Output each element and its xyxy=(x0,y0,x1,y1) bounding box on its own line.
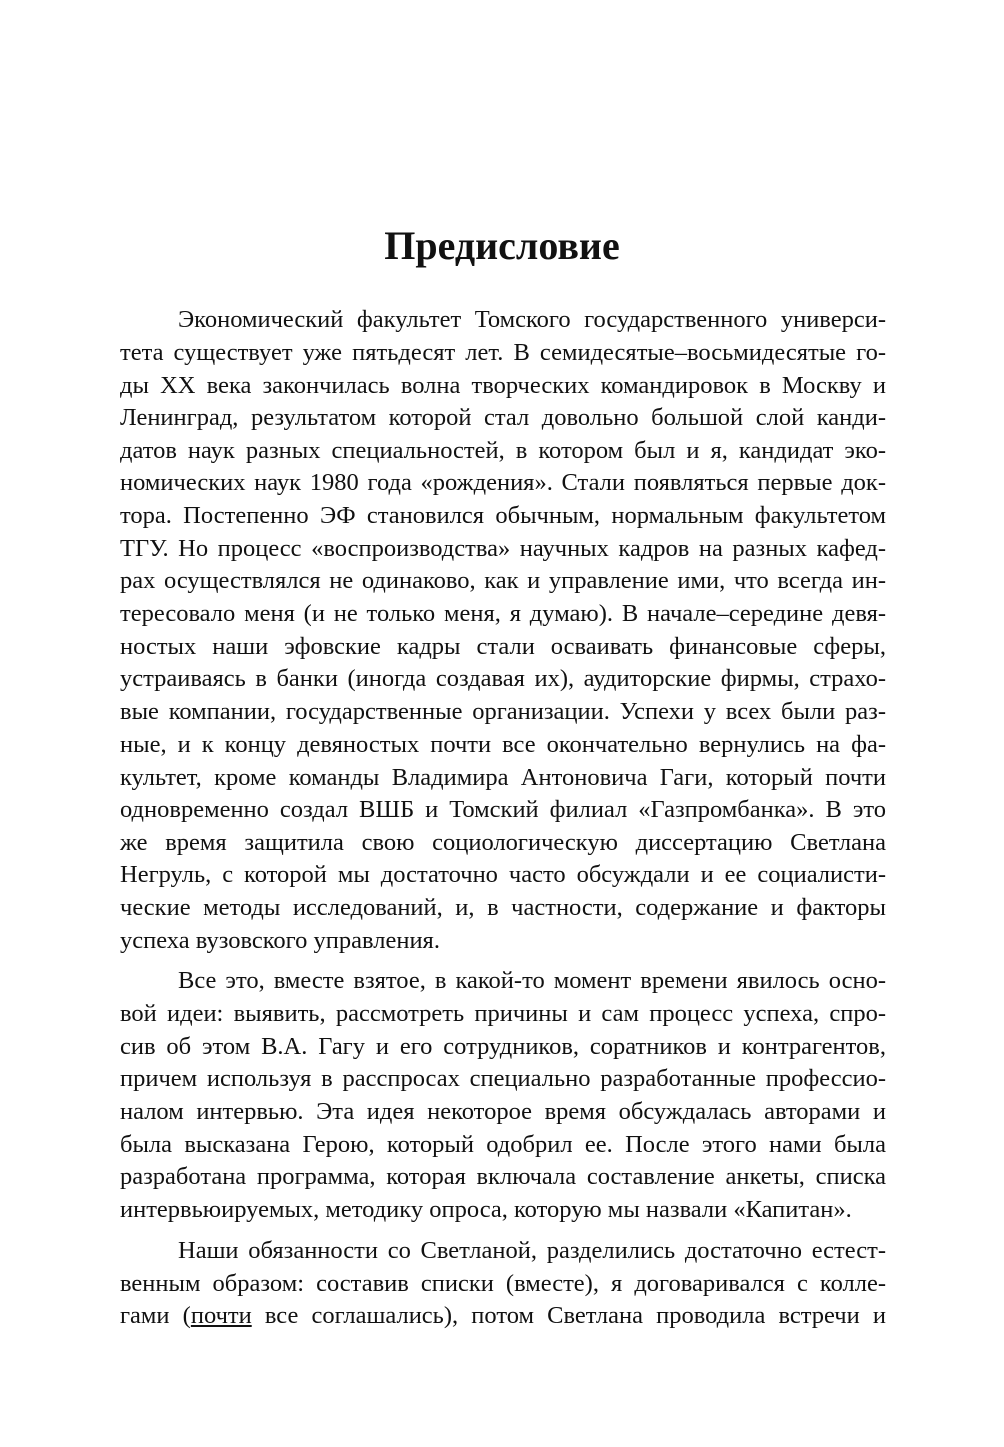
page-title: Предисловие xyxy=(384,223,620,268)
text-line: венным образом: составив списки (вместе), я договаривался с колле- xyxy=(120,1270,886,1297)
text-line: Экономический факультет Томского государственного универси- xyxy=(178,306,886,333)
text-line: ные, и к концу девяностых почти все окончательно вернулись на фа- xyxy=(120,731,886,758)
text-line xyxy=(120,1299,886,1332)
text-line: рах осуществлялся не одинаково, как и управление ими, что всегда ин- xyxy=(120,567,886,594)
text-line: разработана программа, которая включала составление анкеты, списка xyxy=(120,1163,886,1190)
text-line: причем используя в расспросах специально разработанные профессио- xyxy=(120,1065,886,1092)
text-line: Наши обязанности со Светланой, разделились достаточно естест- xyxy=(178,1237,886,1264)
text-line: Все это, вместе взятое, в какой-то момент времени явилось осно- xyxy=(178,967,886,994)
text-line: культет, кроме команды Владимира Антоновича Гаги, который почти xyxy=(120,764,886,791)
text-line: ностых наши эфовские кадры стали осваивать финансовые сферы, xyxy=(120,633,886,660)
text-line: ческие методы исследований, и, в частности, содержание и факторы xyxy=(120,894,886,921)
text-line: сив об этом В.А. Гагу и его сотрудников, соратников и контрагентов, xyxy=(120,1033,886,1060)
text-line: Ленинград, результатом которой стал довольно большой слой канди- xyxy=(120,404,886,431)
underlined-word: почти xyxy=(190,1302,252,1329)
text-span: гами ( xyxy=(120,1302,191,1329)
text-line: тета существует уже пятьдесят лет. В семидесятые–восьмидесятые го- xyxy=(120,339,886,366)
text-line: устраиваясь в банки (иногда создавая их), аудиторские фирмы, страхо- xyxy=(120,665,886,692)
text-line: тересовало меня (и не только меня, я думаю). В начале–середине девя- xyxy=(120,600,886,627)
text-line: Негруль, с которой мы достаточно часто обсуждали и ее социалисти- xyxy=(120,861,886,888)
text-line: же время защитила свою социологическую диссертацию Светлана xyxy=(120,829,886,856)
text-line: вые компании, государственные организации. Успехи у всех были раз- xyxy=(120,698,886,725)
text-line: датов наук разных специальностей, в котором был и я, кандидат эко- xyxy=(120,437,886,464)
text-line: одновременно создал ВШБ и Томский филиал «Газпромбанка». В это xyxy=(120,796,886,823)
text-line: номических наук 1980 года «рождения». Стали появляться первые док- xyxy=(120,469,886,496)
text-line: интервьюируемых, методику опроса, которую мы назвали «Капитан». xyxy=(120,1196,852,1223)
text-line: ТГУ. Но процесс «воспроизводства» научных кадров на разных кафед- xyxy=(120,535,886,562)
text-line: тора. Постепенно ЭФ становился обычным, нормальным факультетом xyxy=(120,502,886,529)
text-line: успеха вузовского управления. xyxy=(120,927,440,954)
text-line: вой идеи: выявить, рассмотреть причины и сам процесс успеха, спро- xyxy=(120,1000,886,1027)
text-line: была высказана Герою, который одобрил ее. После этого нами была xyxy=(120,1131,886,1158)
text-line: налом интервью. Эта идея некоторое время обсуждалась авторами и xyxy=(120,1098,886,1125)
text-line: ды XX века закончилась волна творческих командировок в Москву и xyxy=(120,372,886,399)
text-span: все соглашались), потом Светлана проводила встречи и xyxy=(251,1302,886,1329)
